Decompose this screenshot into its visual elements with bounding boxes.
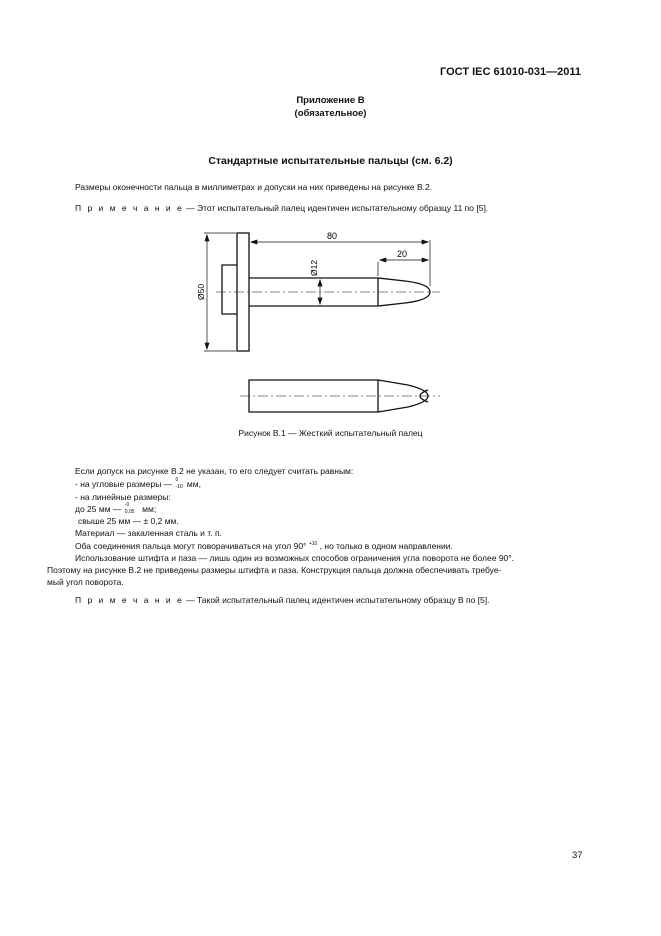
dim-shaft-label: Ø12 <box>309 259 319 276</box>
dim-tip-label: 20 <box>396 249 408 259</box>
note-1-label: П р и м е ч а н и е <box>75 203 184 213</box>
tolerance-line-4 <box>75 501 157 515</box>
tolerance-line-9: Поэтому на рисунке В.2 не приведены размеры штифта и паза. Конструкция пальца должна обеспечивать требуе- <box>47 565 502 575</box>
tolerance-line-6: Материал — закаленная сталь и т. п. <box>75 528 222 538</box>
tolerance-angle-value <box>175 476 185 490</box>
finger-drawing <box>180 222 480 422</box>
note-2-label: П р и м е ч а н и е <box>75 595 184 605</box>
appendix-subtitle: (обязательное) <box>294 108 367 119</box>
tolerance-linear-unit: мм; <box>139 504 157 514</box>
tolerance-linear-lower: 0,05 <box>124 508 135 515</box>
rotation-text-end: , но только в одном направлении. <box>317 541 453 551</box>
page-number: 37 <box>572 850 583 861</box>
note-1-text: — Этот испытательный палец идентичен испытательному образцу 11 по [5]. <box>183 203 489 213</box>
rotation-text: Оба соединения пальца могут поворачиваться на угол 90° <box>75 541 309 551</box>
section-title: Стандартные испытательные пальцы (см. 6.2) <box>208 155 453 167</box>
note-2 <box>75 595 490 605</box>
finger-knob <box>222 265 237 314</box>
dim-disc-label: Ø50 <box>196 283 206 300</box>
tolerance-line-7 <box>75 541 453 551</box>
tolerance-line-5: свыше 25 мм — ± 0,2 мм. <box>78 516 179 526</box>
tolerance-line-2 <box>75 476 201 490</box>
intro-paragraph: Размеры оконечности пальца в миллиметрах и допуски на них приведены на рисунке В.2. <box>75 182 433 192</box>
note-2-text: — Такой испытательный палец идентичен испытательному образцу В по [5]. <box>183 595 490 605</box>
standard-designation: ГОСТ IEC 61010-031—2011 <box>440 66 581 78</box>
tolerance-linear-upper: -0 <box>124 501 130 508</box>
tolerance-angle-unit: мм, <box>184 479 201 489</box>
figure-caption: Рисунок В.1 — Жесткий испытательный палец <box>238 428 423 438</box>
tolerance-linear-value <box>124 501 140 515</box>
tolerance-linear-text: до 25 мм — <box>75 504 124 514</box>
note-1 <box>75 203 488 213</box>
tolerance-line-3: - на линейные размеры: <box>75 492 171 502</box>
tolerance-line-8: Использование штифта и паза — лишь один из возможных способов ограничения угла поворота не более 90°. <box>75 553 515 563</box>
appendix-title: Приложение В <box>296 95 365 106</box>
tolerance-line-10: мый угол поворота. <box>47 577 124 587</box>
tolerance-angle-text: - на угловые размеры — <box>75 479 175 489</box>
tolerance-angle-upper: 0 <box>175 476 179 483</box>
tolerance-line-1: Если допуск на рисунке В.2 не указан, то его следует считать равным: <box>75 466 354 476</box>
rotation-tolerance: +10 <box>308 541 318 548</box>
dim-length-label: 80 <box>326 231 338 241</box>
tolerance-angle-lower: -10 <box>175 483 183 490</box>
